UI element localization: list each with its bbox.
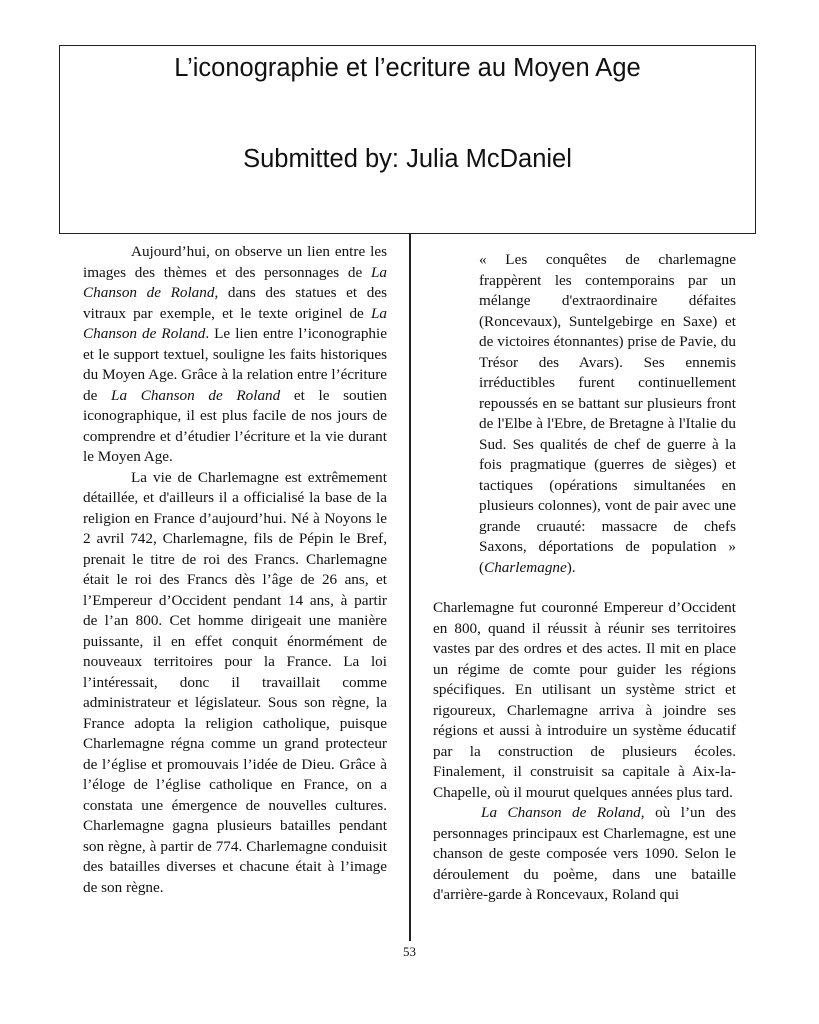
work-title: La Chanson de Roland (83, 263, 387, 301)
text-run: , dans des statues et des vitraux par exemple, et le texte originel de (83, 284, 388, 322)
coronation-paragraph: Charlemagne fut couronné Empereur d’Occident en 800, quand il réussit à réunir ses territoires vastes par des ordres et des actes. Il mit en place un régime de comte pour guider les régions spécifiques. En utilisant un système strict et rigoureux, Charlemagne arriva à joindre ses régions et aussi à introduire un système éducatif par la construction de plusieurs écoles. Finalement, il construisit sa capitale à Aix-la-Chapelle, où il mourut quelques années plus tard. (433, 599, 736, 801)
block-quote (479, 250, 736, 578)
page-number: 53 (403, 944, 416, 959)
left-column (83, 242, 387, 898)
work-title: La Chanson de Roland (111, 386, 281, 404)
quote-text: « Les conquêtes de charlemagne frappèrent les contemporains par un mélange d'extraordinaire défaites (Roncevaux), Suntelgebirge en Saxe) et de victoires étonnantes) prise de Pavie, du Trésor des Avars). Ses ennemis irréductibles furent continuellement repoussés en se battant sur plusieurs front de l'Elbe à l'Ebre, de Bretagne à l'Italie du Sud. Ses qualités de chef de guerre à la fois pragmatique (guerres de sièges) et tactiques (opérations simultanées en plusieurs colonnes), vont de pair avec une grande cruauté: massacre de chefs Saxons, déportations de population » ( (479, 251, 736, 576)
work-title: La Chanson de Roland, (481, 804, 645, 821)
text-run: où l’un des personnages principaux est Charlemagne, est une chanson de geste composée vers 1090. Selon le déroulement du poème, dans une bataille d'arrière-garde à Roncevaux, Roland qui (433, 804, 736, 903)
work-title: La Chanson de Roland (83, 304, 387, 342)
author-line: Submitted by: Julia McDaniel (243, 145, 572, 173)
text-run: Aujourd’hui, on observe un lien entre les images des thèmes et des personnages de (83, 243, 387, 281)
text-run: et le soutien iconographique, il est plus facile de nos jours de comprendre et d’étudier l’écriture et la vie durant le Moyen Age. (83, 386, 387, 465)
title-box (59, 45, 756, 234)
charlemagne-life-paragraph: La vie de Charlemagne est extrêmement détaillée, et d'ailleurs il a officialisé la base de la religion en France d’aujourd’hui. Né à Noyons le 2 avril 742, Charlemagne, fils de Pépin le Bref, prenait le titre de roi des Francs. Charlemagne était le roi des Francs dès l’âge de 26 ans, et l’Empereur d’Occident pendant 14 ans, à partir de l’an 800. Cet homme dirigeait une manière puissante, il en effet conquit énormément de nouveaux territoires pour la France. La loi l’intéressait, donc il travaillait comme administrateur et législateur. Sous son règne, la France adopta la religion catholique, puisque Charlemagne régna comme un grand protecteur de l’église et promouvais l’idée de Dieu. Grâce à l’éloge de l’église catholique en France, on a constata une émergence de nouvelles cultures. Charlemagne gagna plusieurs batailles pendant son règne, à partir de 774. Charlemagne conduisit des batailles diverses et chacune était à l’image de son règne. (83, 468, 387, 896)
quote-source: Charlemagne (484, 558, 567, 576)
quote-end: ). (566, 558, 576, 576)
right-column (433, 250, 736, 906)
text-run: . Le lien entre l’iconographie et le support textuel, souligne les faits historiques du Moyen Age. Grâce à la relation entre l’écriture de (83, 325, 387, 404)
chanson-paragraph (433, 803, 736, 906)
intro-paragraph (83, 242, 387, 468)
article-title: L’iconographie et l’ecriture au Moyen Age (174, 54, 641, 82)
column-divider (409, 234, 411, 941)
